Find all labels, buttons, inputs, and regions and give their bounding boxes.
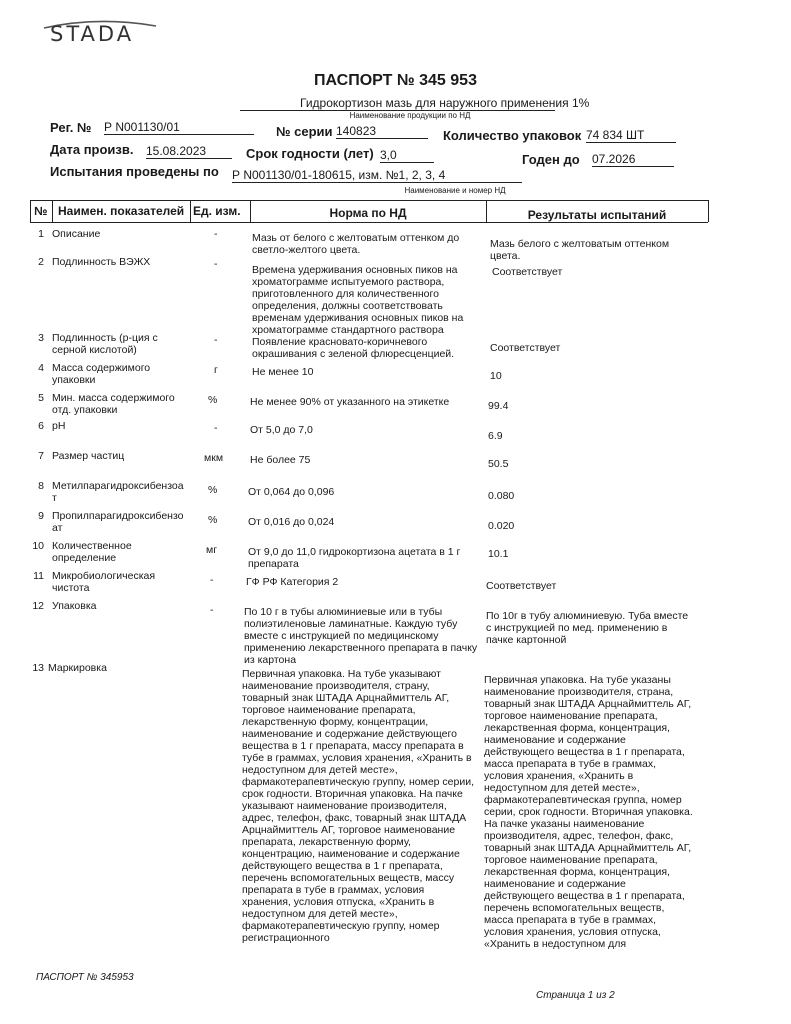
shelf-life-label: Срок годности (лет) [246,146,374,161]
row-unit: мкм [204,452,224,464]
row-num: 9 [38,510,44,522]
table-top-border [30,200,708,201]
row-name: Подлинность ВЭЖХ [52,256,151,268]
col-header-result: Результаты испытаний [527,208,667,222]
valid-until-value: 07.2026 [592,152,674,167]
row-unit: г [214,364,218,376]
tests-caption: Наименование и номер НД [404,186,506,195]
col-header-norm: Норма по НД [329,206,407,220]
row-result: Соответствует [492,266,563,278]
row-num: 5 [38,392,44,404]
row-num: 10 [32,540,44,552]
document-title: ПАСПОРТ № 345 953 [314,72,477,89]
row-name: Размер частиц [52,450,125,462]
row-norm: Не более 75 [250,454,311,466]
brand-name: STADA [50,22,135,46]
row-norm: Появление красновато-коричневого окрашивания с зеленой флюресценцией. [252,336,455,360]
row-name: Пропилпарагидроксибензоат [52,510,184,534]
row-unit: % [208,484,218,496]
row-norm: По 10 г в тубы алюминиевые или в тубы полиэтиленовые ламинатные. Каждую тубу вместе с инструкцией по медицинскому применению лекарственного препарата в пачку из картона [244,606,478,666]
row-num: 8 [38,480,44,492]
row-name: Маркировка [48,662,107,674]
row-unit: - [214,422,218,434]
table-right-border [708,200,709,222]
row-result: 6.9 [488,430,503,442]
row-name: Масса содержимого упаковки [52,362,151,386]
product-name: Гидрокортизон мазь для наружного применения 1% [300,96,590,110]
qty-value: 74 834 ШТ [586,128,676,143]
row-name: Количественное определение [52,540,132,564]
row-result: Мазь белого с желтоватым оттенком цвета. [490,238,670,262]
row-unit: - [214,228,218,240]
tests-label: Испытания проведены по [50,164,219,179]
row-norm: Первичная упаковка. На тубе указывают наименование производителя, страну, товарный знак ШТАДА Арцнаймиттель АГ, торговое наименование препарата, лекарственную форму, концентрации, наименование и содержание действующего вещества в 1 г препарата, массу препарата в тубе в граммах, условия хранения, «Хранить в недоступном для детей месте», фармакотерапевтическую группу, номер серии, срок годности. Вторичная упаковка. На пачке указывают наименование производителя, адрес, телефон, факс, товарный знак ШТАДА Арцнаймиттель АГ, торговое наименование препарата, лекарственную форму, концентрацию, наименование и содержание действующего вещества в 1 г препарата, перечень вспомогательных веществ, массу препарата в тубе в граммах, условия хранения, условия отпуска, «Хранить в недоступном для детей месте», фармакотерапевтическую группу, номер регистрационного [242,668,475,944]
row-unit: - [210,604,214,616]
row-num: 13 [32,662,44,674]
table-col-divider [190,200,191,222]
row-result: Соответствует [486,580,557,592]
row-result: По 10г в тубу алюминиевую. Туба вместе с инструкцией по мед. применению в пачке картонной [486,610,689,646]
row-num: 1 [38,228,44,240]
product-caption: Наименование продукции по НД [349,111,471,120]
row-unit: мг [206,544,218,556]
row-name: pH [52,420,66,432]
qty-label: Количество упаковок [443,128,582,143]
row-result: 10 [490,370,502,382]
series-value: 140823 [336,124,428,139]
row-name: Микробиологическая чистота [52,570,156,594]
reg-label: Рег. № [50,120,92,135]
row-result: 99.4 [488,400,509,412]
row-name: Упаковка [52,600,97,612]
row-result: 50.5 [488,458,509,470]
row-result: Соответствует [490,342,561,354]
row-unit: - [214,258,218,270]
table-header-bottom-border [30,222,708,223]
row-name: Метилпарагидроксибензоат [52,480,184,504]
row-result: 0.080 [488,490,515,502]
row-name: Подлинность (р-ция с серной кислотой) [52,332,158,356]
row-name: Мин. масса содержимого отд. упаковки [52,392,175,416]
row-unit: % [208,394,218,406]
row-name: Описание [52,228,101,240]
row-norm: ГФ РФ Категория 2 [246,576,339,588]
row-num: 2 [38,256,44,268]
row-norm: От 0,016 до 0,024 [248,516,335,528]
col-header-name: Наимен. показателей [58,204,185,218]
row-num: 7 [38,450,44,462]
row-num: 3 [38,332,44,344]
row-num: 12 [32,600,44,612]
row-norm: Мазь от белого с желтоватым оттенком до светло-желтого цвета. [252,232,460,256]
row-norm: Времена удерживания основных пиков на хроматограмме испытуемого раствора, приготовленного для количественного определения, должны соответствовать временам удерживания основных пиков на хроматограмме стандартного раствора [252,264,464,336]
valid-until-label: Годен до [522,152,580,167]
col-header-num: № [34,204,48,218]
mfg-date-label: Дата произв. [50,142,134,157]
tests-value: Р N001130/01-180615, изм. №1, 2, 3, 4 [232,168,522,183]
row-unit: % [208,514,218,526]
series-label: № серии [276,124,333,139]
footer-page-number: Страница 1 из 2 [536,990,615,1001]
row-unit: - [210,574,214,586]
table-col-divider [52,200,53,222]
reg-value: Р N001130/01 [104,120,254,135]
row-result: 0.020 [488,520,515,532]
row-num: 4 [38,362,44,374]
row-norm: От 0,064 до 0,096 [248,486,335,498]
footer-passport: ПАСПОРТ № 345953 [36,972,134,983]
row-unit: - [214,334,218,346]
row-norm: От 9,0 до 11,0 гидрокортизона ацетата в 1 г препарата [248,546,461,570]
row-num: 11 [33,570,44,582]
table-left-border [30,200,31,222]
row-result: Первичная упаковка. На тубе указаны наименование производителя, страна, товарный знак ШТАДА Арцнаймиттель АГ, торговое наименование препарата, лекарственная форма, концентрация, наименование и содержание действующего вещества в 1 г препарата, масса препарата в тубе в граммах, условия хранения, «Хранить в недоступном для детей месте», фармакотерапевтическая группа, номер серии, срок годности. Вторичная упаковка. На пачке указаны наименование производителя, адрес, телефон, факс, товарный знак ШТАДА Арцнаймиттель АГ, торговое наименование препарата, лекарственная форма, концентрация, наименование и содержание действующего вещества в 1 г препарата, перечень вспомогательных веществ, масса препарата в тубе в граммах, условия хранения, условия отпуска, «Хранить в недоступном для [484,674,693,950]
row-norm: Не менее 90% от указанного на этикетке [250,396,450,408]
row-result: 10.1 [488,548,509,560]
col-header-unit: Ед. изм. [193,204,241,218]
shelf-life-value: 3,0 [380,148,434,163]
row-norm: От 5,0 до 7,0 [250,424,313,436]
row-num: 6 [38,420,44,432]
mfg-date-value: 15.08.2023 [146,144,232,159]
row-norm: Не менее 10 [252,366,314,378]
